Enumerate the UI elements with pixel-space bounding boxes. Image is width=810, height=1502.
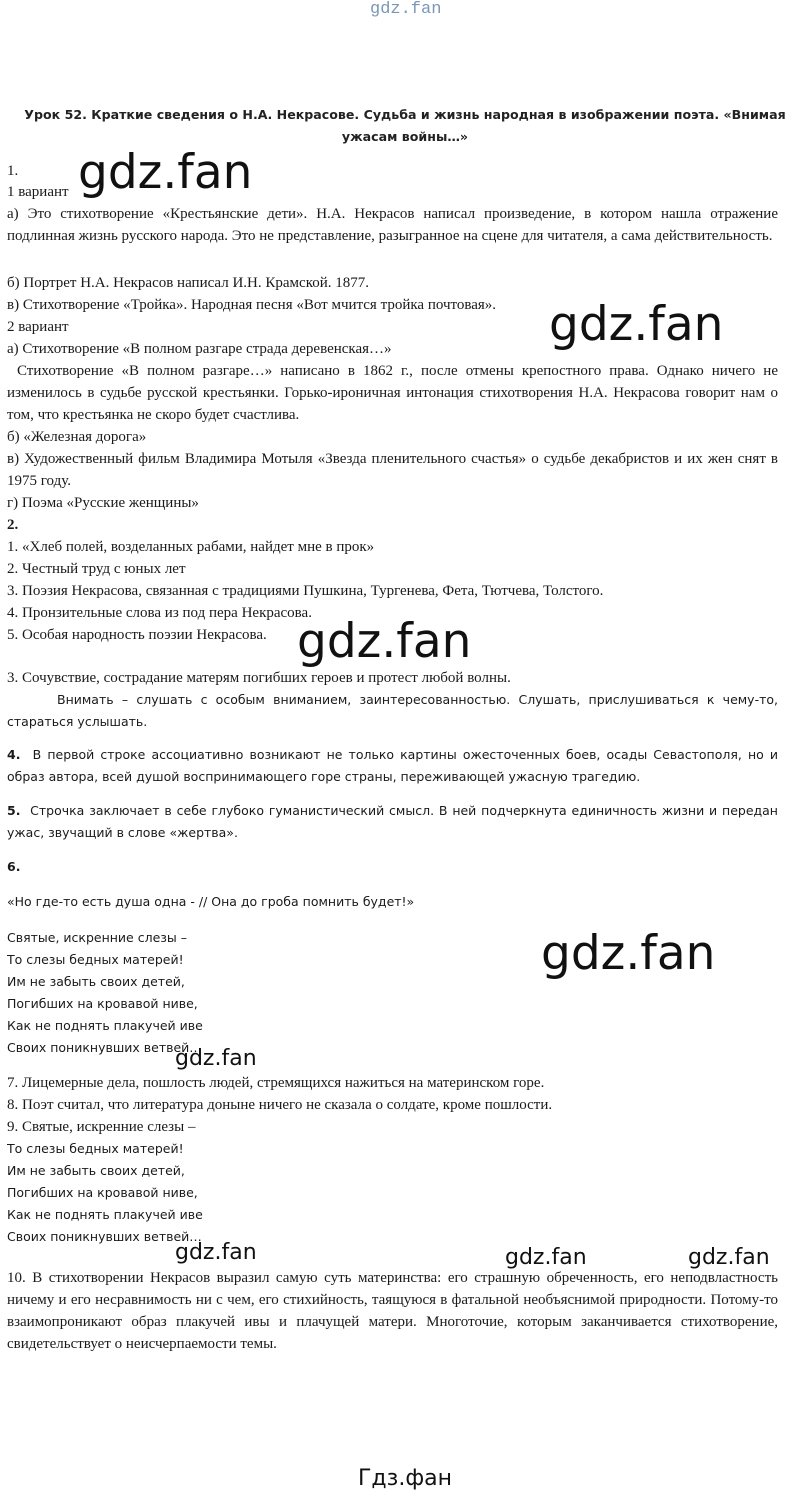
section10-number: 10.: [7, 1270, 26, 1286]
section5-text: [7, 800, 778, 844]
section4-text: [7, 744, 778, 788]
variant2-answer-v: в) Художественный фильм Владимира Мотыля «Звезда пленительного счастья» о судьбе декабристов и их жен снят в 1975 году.: [7, 451, 778, 489]
poem-line: Своих поникнувших ветвей…: [7, 1229, 202, 1244]
section8-text: 8. Поэт считал, что литература доныне ничего не сказала о солдате, кроме пошлости.: [7, 1097, 553, 1113]
section4-body: В первой строке ассоциативно возникают не только картины ожесточенных боев, осады Севастополя, но и образ автора, всей душой воспринимающего горе страны, переживающей ужасную трагедию.: [7, 747, 779, 784]
poem-line: Им не забыть своих детей,: [7, 974, 185, 989]
section1-number: 1.: [7, 163, 19, 179]
poem-line: Святые, искренние слезы –: [7, 930, 187, 945]
poem-line: Как не поднять плакучей иве: [7, 1018, 203, 1033]
variant1-answer-b: б) Портрет Н.А. Некрасов написал И.Н. Крамской. 1877.: [7, 275, 369, 291]
poem-line: Им не забыть своих детей,: [7, 1163, 185, 1178]
variant2-answer-a: а) Стихотворение «В полном разгаре страда деревенская…»: [7, 341, 392, 357]
watermark-small: gdz.fan: [175, 1240, 257, 1265]
variant1-label: 1 вариант: [7, 184, 69, 200]
section6-quote: «Но где-то есть душа одна - // Она до гроба помнить будет!»: [7, 894, 415, 909]
poem-line: Погибших на кровавой ниве,: [7, 996, 198, 1011]
variant1-answer-v: в) Стихотворение «Тройка». Народная песня «Вот мчится тройка почтовая».: [7, 297, 497, 313]
poem-line: Погибших на кровавой ниве,: [7, 1185, 198, 1200]
watermark-small: gdz.fan: [505, 1245, 587, 1270]
section3-text: 3. Сочувствие, сострадание матерям погибших героев и протест любой волны.: [7, 670, 511, 686]
section2-item: 3. Поэзия Некрасова, связанная с традициями Пушкина, Тургенева, Фета, Тютчева, Толстого.: [7, 583, 604, 599]
watermark-large: gdz.fan: [549, 297, 724, 352]
section10-body: В стихотворении Некрасов выразил самую суть материнства: его страшную обреченность, его неподвластность ничему и его несравнимость ни с чем, его стихийность, таящуюся в фатальной необъяснимой природности. Потому-то взаимопроникают образ плакучей ивы и плачущей матери. Многоточие, которым заканчивается стихотворение, свидетельствует о неисчерпаемости темы.: [7, 1270, 778, 1352]
section2-item: 2. Честный труд с юных лет: [7, 561, 186, 577]
variant2-label: 2 вариант: [7, 319, 69, 335]
watermark-large: gdz.fan: [297, 614, 472, 669]
lesson-title: Урок 52. Краткие сведения о Н.А. Некрасове. Судьба и жизнь народная в изображении поэта. «Внимая ужасам войны…»: [24, 107, 786, 144]
variant1-answer-a: а) Это стихотворение «Крестьянские дети». Н.А. Некрасов написал произведение, в котором нашла отражение подлинная жизнь русского народа. Это не представление, разыгранное на сцене для читателя, а сама действительность.: [7, 206, 778, 244]
poem-line: Как не поднять плакучей иве: [7, 1207, 203, 1222]
variant2-answer-b: б) «Железная дорога»: [7, 429, 147, 445]
footer-site-name: Гдз.фан: [358, 1466, 452, 1491]
top-watermark: gdz.fan: [370, 0, 442, 19]
watermark-small: gdz.fan: [175, 1046, 257, 1071]
poem-line: То слезы бедных матерей!: [7, 1141, 184, 1156]
section6-number: 6.: [7, 859, 21, 874]
watermark-large: gdz.fan: [78, 145, 253, 200]
section7-text: 7. Лицемерные дела, пошлость людей, стремящихся нажиться на материнском горе.: [7, 1075, 545, 1091]
poem-line: То слезы бедных матерей!: [7, 952, 184, 967]
section9-first-line: 9. Святые, искренние слезы –: [7, 1119, 196, 1135]
poem-line: Своих поникнувших ветвей…: [7, 1040, 202, 1055]
section2-number: 2.: [7, 517, 19, 533]
watermark-small: gdz.fan: [688, 1245, 770, 1270]
section5-number: 5.: [7, 803, 21, 818]
variant2-answer-g: г) Поэма «Русские женщины»: [7, 495, 199, 511]
section2-item: 5. Особая народность поэзии Некрасова.: [7, 627, 267, 643]
section5-body: Строчка заключает в себе глубоко гуманистический смысл. В ней подчеркнута единичность жизни и передан ужас, звучащий в слове «жертва».: [7, 803, 778, 840]
section10-text: [7, 1267, 778, 1355]
section4-number: 4.: [7, 747, 21, 762]
section2-item: 4. Пронзительные слова из под пера Некрасова.: [7, 605, 312, 621]
watermark-large: gdz.fan: [541, 926, 716, 981]
section2-item: 1. «Хлеб полей, возделанных рабами, найдет мне в прок»: [7, 539, 375, 555]
section3-definition: Внимать – слушать с особым вниманием, заинтересованностью. Слушать, прислушиваться к чему-то, стараться услышать.: [7, 692, 778, 729]
variant2-answer-a-text: Стихотворение «В полном разгаре…» написано в 1862 г., после отмены крепостного права. Однако ничего не изменилось в судьбе русской крестьянки. Горько-ироничная интонация стихотворения Н.А. Некрасова говорит нам о том, что крестьянка не скоро будет счастлива.: [7, 363, 778, 423]
